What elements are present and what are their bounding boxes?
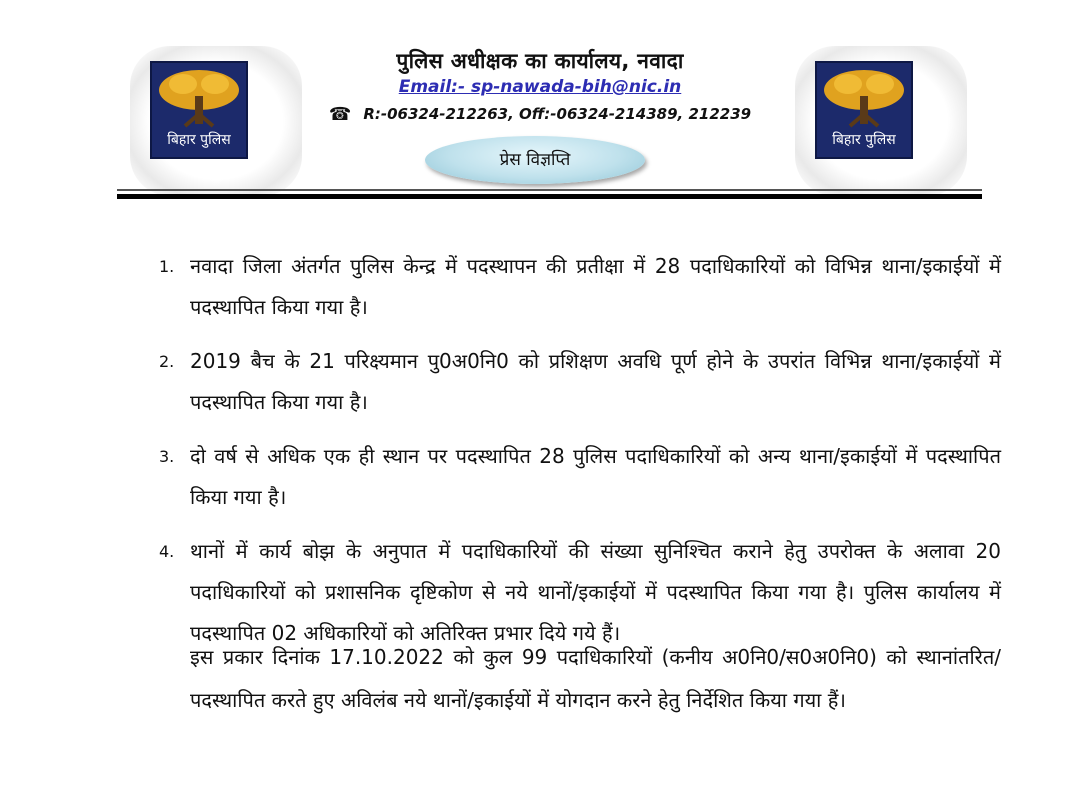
item-text: नवादा जिला अंतर्गत पुलिस केन्द्र में पदस्थापन की प्रतीक्षा में 28 पदाधिकारियों को विभिन्न थाना/इकाईयों में पदस्थापित किया गया है।: [190, 254, 1001, 319]
email-label: Email:-: [398, 77, 471, 97]
telephone-icon: ☎: [328, 104, 352, 125]
office-title: पुलिस अधीक्षक का कार्यालय, नवादा: [396, 49, 684, 73]
item-text: थानों में कार्य बोझ के अनुपात में पदाधिकारियों की संख्या सुनिश्चित कराने हेतु उपरोक्त के अलावा 20 पदाधिकारियों को प्रशासनिक दृष्टिकोण से नये थानों/इकाईयों में पदस्थापित किया गया है। पुलिस कार्यालय में पदस्थापित 02 अधिकारियों को अतिरिक्त प्रभार दिये गये हैं।: [190, 539, 1001, 645]
press-release-badge: प्रेस विज्ञप्ति: [425, 136, 645, 184]
list-item: [0, 246, 1080, 328]
item-number: 4.: [159, 542, 175, 561]
phone-numbers: R:-06324-212263, Off:-06324-214389, 212239: [363, 105, 752, 123]
list-item: [0, 341, 1080, 423]
header-divider-thick: [117, 194, 982, 199]
header-divider-thin: [117, 189, 982, 191]
item-text: 2019 बैच के 21 परिक्ष्यमान पु0अ0नि0 को प्रशिक्षण अवधि पूर्ण होने के उपरांत विभिन्न थाना/इकाईयों में पदस्थापित किया गया है।: [190, 349, 1001, 414]
press-points-list: [0, 246, 1080, 667]
svg-text:बिहार पुलिस: बिहार पुलिस: [167, 132, 231, 148]
summary-paragraph: इस प्रकार दिनांक 17.10.2022 को कुल 99 पदाधिकारियों (कनीय अ0नि0/स0अ0नि0) को स्थानांतरित/पदस्थापित करते हुए अविलंब नये थानों/इकाईयों में योगदान करने हेतु निर्देशित किया गया हैं।: [190, 645, 1001, 712]
svg-text:बिहार पुलिस: बिहार पुलिस: [832, 132, 896, 148]
email-link[interactable]: sp-nawada-bih@nic.in: [470, 77, 682, 97]
item-number: 3.: [159, 447, 175, 466]
item-number: 1.: [159, 257, 175, 276]
email-line: [0, 77, 1080, 97]
item-text: दो वर्ष से अधिक एक ही स्थान पर पदस्थापित 28 पुलिस पदाधिकारियों को अन्य थाना/इकाईयों में पदस्थापित किया गया है।: [190, 444, 1001, 509]
item-number: 2.: [159, 352, 175, 371]
phone-line: [0, 104, 1080, 125]
list-item: [0, 436, 1080, 518]
